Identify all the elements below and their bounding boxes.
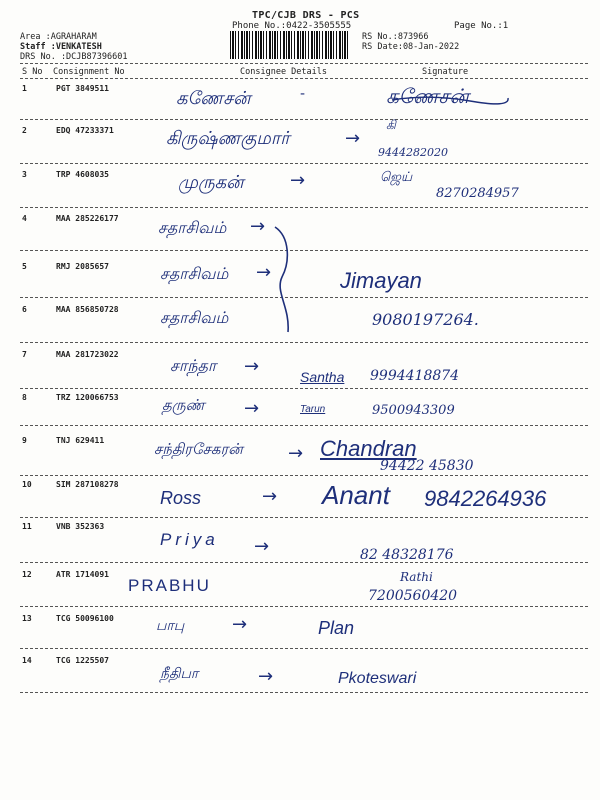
arrow-mark: → — [258, 666, 274, 687]
row-number: 7 — [22, 350, 27, 359]
row-number: 13 — [22, 614, 32, 623]
signature-phone: 9500943309 — [372, 403, 455, 418]
signature-handwriting: Chandran — [320, 436, 417, 461]
col-signature: Signature — [422, 67, 469, 77]
arrow-mark: → — [244, 356, 260, 377]
signature-phone: 9994418874 — [370, 368, 460, 384]
arrow-mark: → — [290, 170, 306, 191]
signature-phone: 9444282020 — [378, 146, 448, 159]
row-number: 14 — [22, 656, 32, 665]
consignment-no: SIM 287108278 — [56, 480, 119, 489]
row-number: 8 — [22, 393, 27, 402]
row-number: 2 — [22, 126, 27, 135]
consignee-handwriting: தருண் — [162, 396, 205, 414]
row-divider — [20, 517, 588, 518]
signature-handwriting: Anant — [322, 480, 390, 510]
consignee-handwriting: முருகன் — [178, 172, 244, 193]
consignment-no: PGT 3849511 — [56, 84, 109, 93]
arrow-mark: - — [300, 86, 306, 102]
row-number: 3 — [22, 170, 27, 179]
consignee-handwriting: சந்திரசேகரன் — [154, 440, 243, 458]
arrow-mark: → — [288, 443, 304, 464]
consignee-handwriting: நீதிபா — [160, 666, 199, 682]
row-divider — [20, 163, 588, 164]
signature-handwriting: Rathi — [400, 570, 433, 584]
row-divider — [20, 342, 588, 343]
consignment-no: ATR 1714091 — [56, 570, 109, 579]
bracket-scribble — [270, 222, 300, 342]
consignee-handwriting: சதாசிவம் — [158, 218, 227, 237]
row-number: 4 — [22, 214, 27, 223]
row-divider — [20, 297, 588, 298]
arrow-mark: → — [345, 128, 361, 149]
area-label: Area :AGRAHARAM — [20, 32, 97, 42]
consignment-no: TRZ 120066753 — [56, 393, 119, 402]
row-divider — [20, 388, 588, 389]
rs-number: RS No.:873966 — [362, 32, 429, 42]
row-divider — [20, 692, 588, 693]
signature-handwriting: Pkoteswari — [338, 670, 417, 687]
consignee-handwriting: பாபு — [156, 618, 185, 634]
signature-phone: 94422 45830 — [380, 458, 474, 474]
consignee-handwriting: சதாசிவம் — [160, 308, 229, 327]
signature-handwriting: ஜெய் — [380, 170, 413, 185]
arrow-mark: → — [256, 262, 272, 283]
drs-number: DRS No. :DCJB87396601 — [20, 52, 128, 62]
consignee-handwriting: கணேசன் — [176, 88, 251, 109]
phone-number: Phone No.:0422-3505555 — [232, 21, 352, 31]
consignee-handwriting: PRABHU — [128, 576, 211, 595]
arrow-mark: → — [232, 614, 248, 635]
row-number: 11 — [22, 522, 32, 531]
row-divider — [20, 562, 588, 563]
consignment-no: MAA 856850728 — [56, 305, 119, 314]
arrow-mark: → — [254, 536, 270, 557]
signature-phone: 8270284957 — [436, 186, 519, 201]
report-title: TPC/CJB DRS - PCS — [252, 10, 360, 21]
row-number: 5 — [22, 262, 27, 271]
divider — [20, 78, 588, 79]
row-number: 6 — [22, 305, 27, 314]
signature-handwriting: Plan — [318, 618, 355, 638]
row-number: 12 — [22, 570, 32, 579]
row-divider — [20, 207, 588, 208]
signature-phone: 82 48328176 — [360, 547, 454, 563]
consignment-no: MAA 281723022 — [56, 350, 119, 359]
consignee-handwriting: சதாசிவம் — [160, 264, 229, 283]
row-divider — [20, 475, 588, 476]
consignment-no: TRP 4608035 — [56, 170, 109, 179]
consignment-no: TCG 1225507 — [56, 656, 109, 665]
consignee-handwriting: கிருஷ்ணகுமார் — [166, 128, 290, 149]
row-divider — [20, 606, 588, 607]
consignment-no: TCG 50096100 — [56, 614, 114, 623]
row-divider — [20, 119, 588, 120]
consignee-handwriting: சாந்தா — [170, 356, 217, 375]
row-divider — [20, 250, 588, 251]
row-divider — [20, 648, 588, 649]
consignment-no: TNJ 629411 — [56, 436, 105, 445]
page-number: Page No.:1 — [454, 21, 509, 31]
row-number: 10 — [22, 480, 32, 489]
consignment-no: EDQ 47233371 — [56, 126, 114, 135]
consignee-handwriting: Priya — [160, 530, 219, 549]
signature-handwriting: Santha — [300, 369, 345, 385]
staff-label: Staff :VENKATESH — [20, 42, 102, 52]
col-consignee: Consignee Details — [240, 67, 327, 77]
arrow-mark: → — [244, 398, 260, 419]
row-number: 1 — [22, 84, 27, 93]
consignment-no: VNB 352363 — [56, 522, 105, 531]
consignee-handwriting: Ross — [160, 488, 202, 508]
row-divider — [20, 425, 588, 426]
col-sno: S No — [22, 67, 43, 77]
divider — [20, 63, 588, 64]
arrow-mark: → — [262, 486, 278, 507]
rs-date: RS Date:08-Jan-2022 — [362, 42, 460, 52]
consignment-no: RMJ 2085657 — [56, 262, 109, 271]
col-consignment: Consignment No — [53, 67, 125, 77]
consignment-no: MAA 285226177 — [56, 214, 119, 223]
arrow-mark: → — [250, 216, 266, 237]
row-number: 9 — [22, 436, 27, 445]
barcode-image — [230, 31, 350, 59]
signature-handwriting: Jimayan — [340, 268, 422, 293]
underline-scribble — [390, 92, 510, 106]
signature-handwriting: Tarun — [300, 404, 326, 415]
signature-phone: 9842264936 — [424, 486, 547, 511]
signature-handwriting: கி — [386, 118, 396, 132]
signature-handwriting: கணேசன் — [386, 84, 469, 108]
signature-phone: 7200560420 — [368, 588, 458, 604]
signature-phone: 9080197264. — [372, 310, 479, 329]
